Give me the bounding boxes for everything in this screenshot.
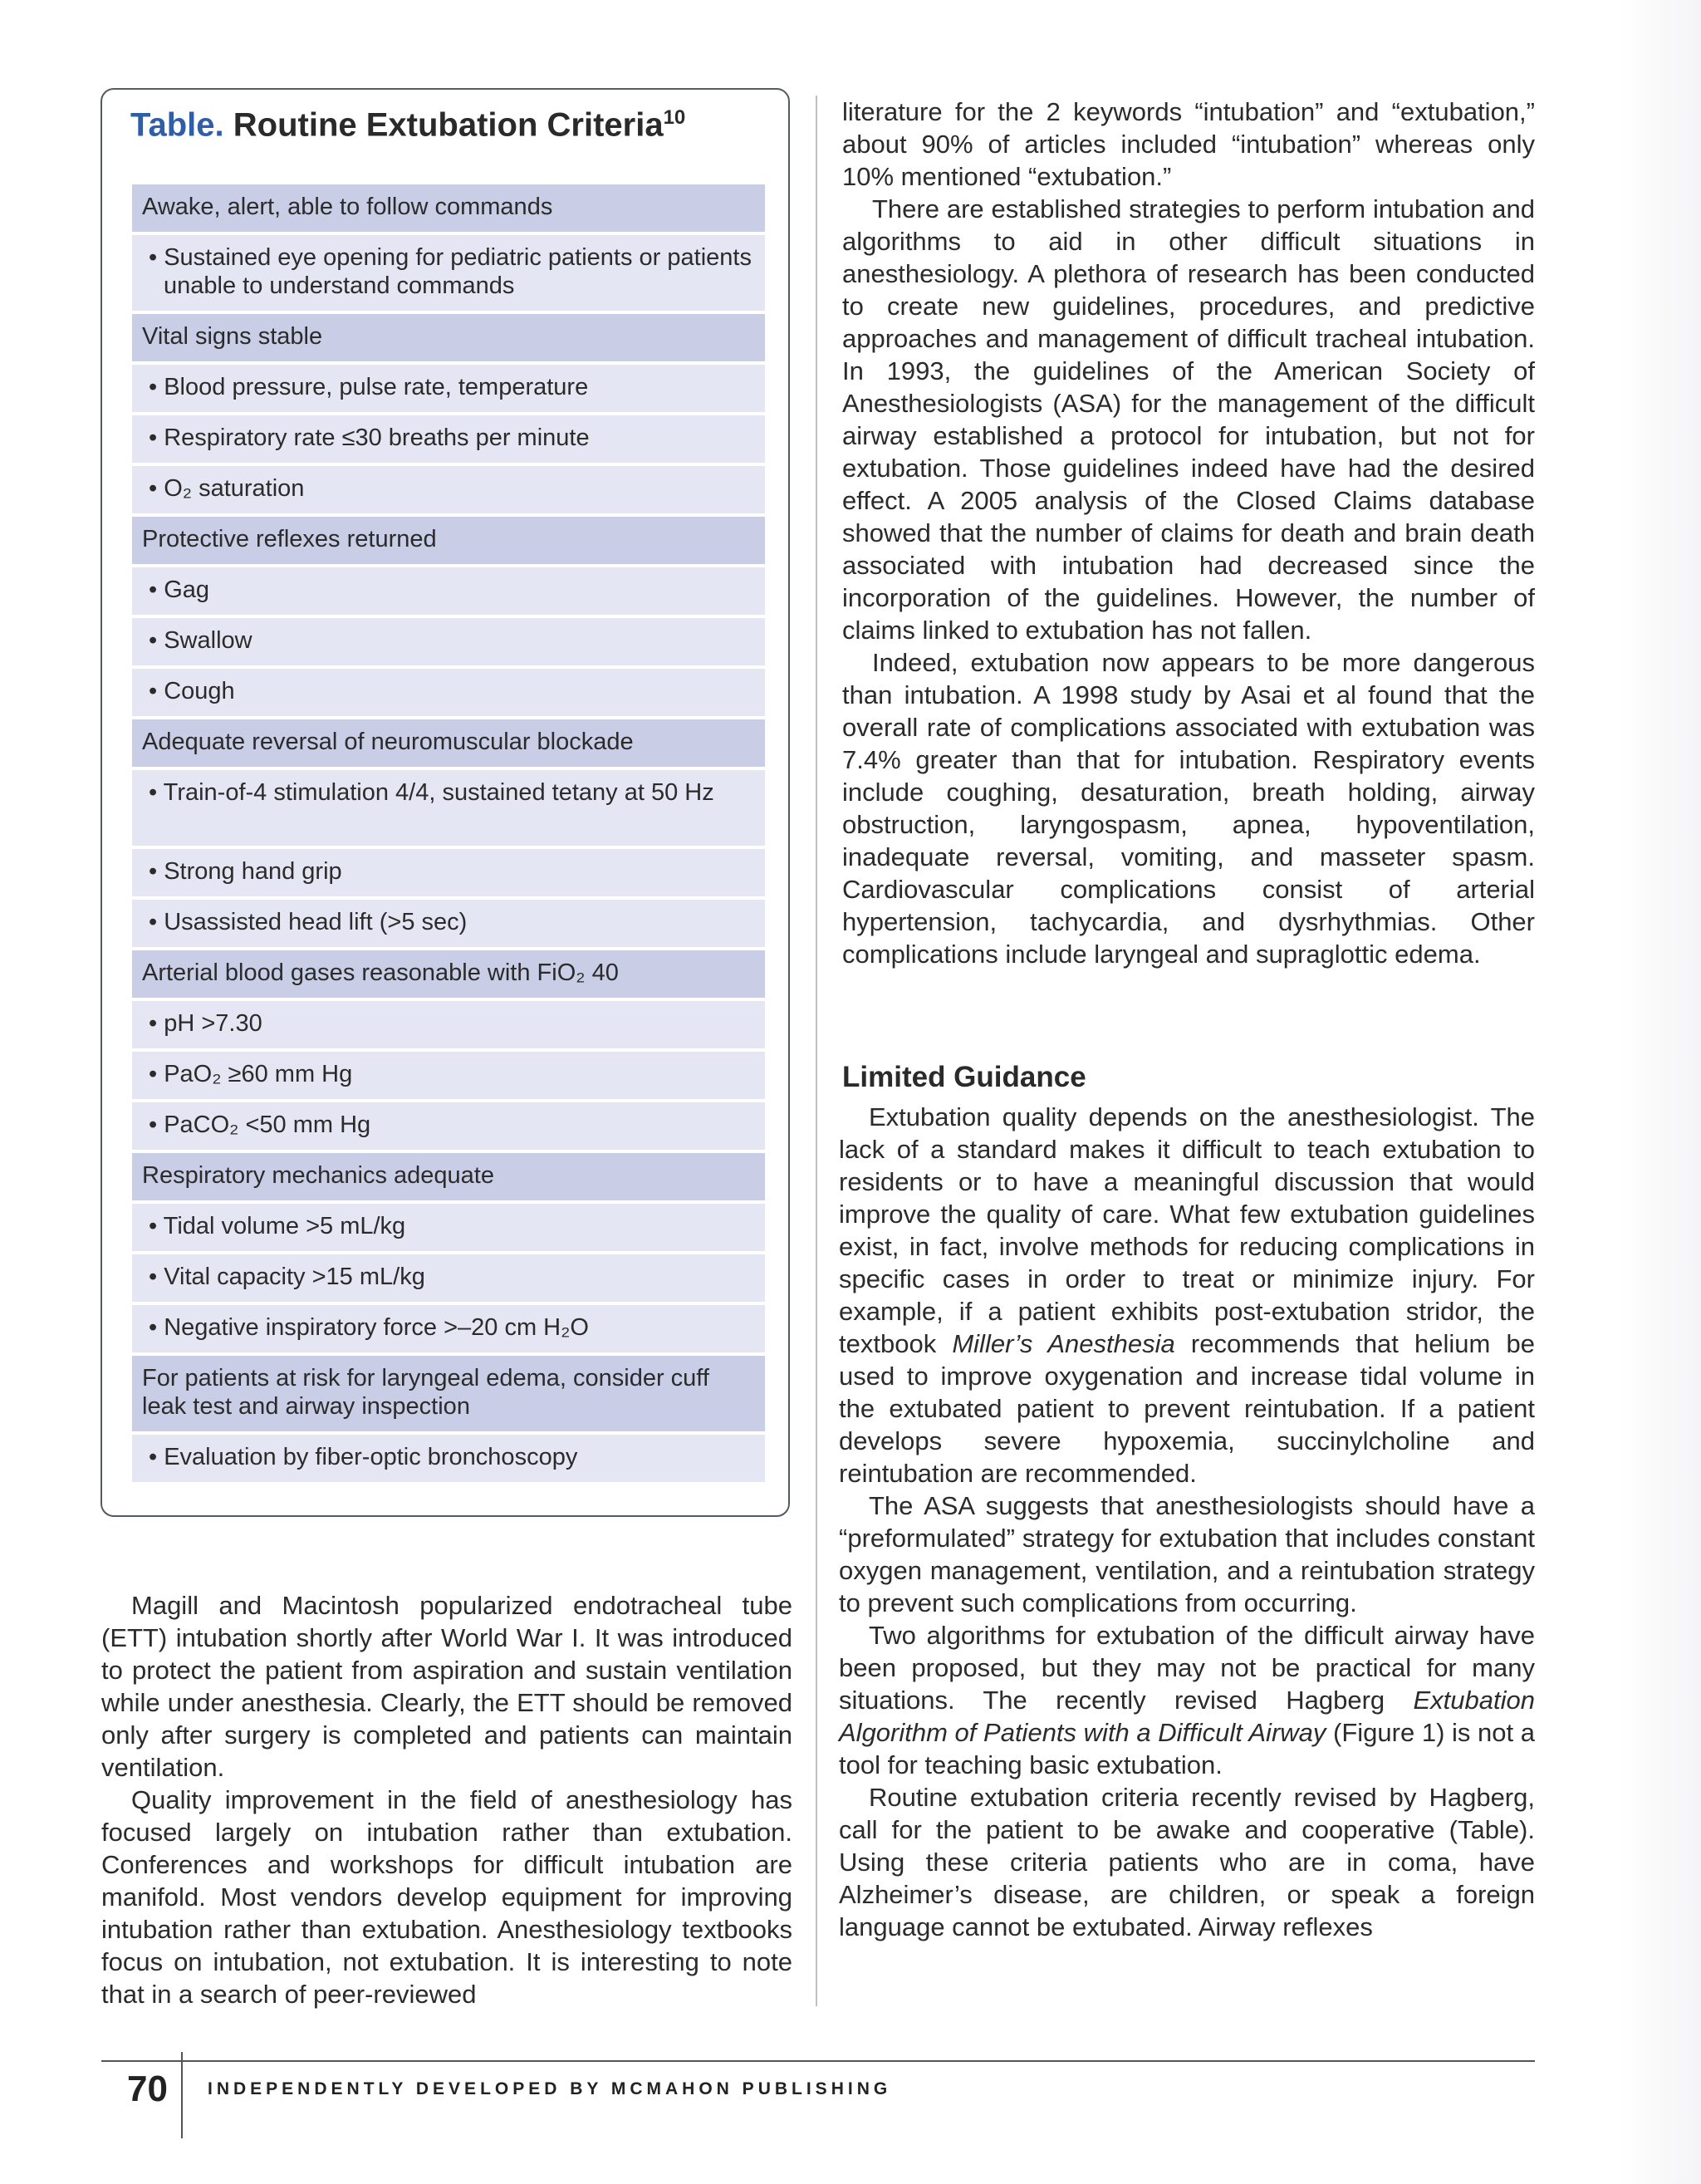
paragraph [839,1101,1535,1490]
extubation-criteria-table [100,88,790,1517]
table-row-header: Respiratory mechanics adequate [132,1153,765,1200]
publisher-credit: INDEPENDENTLY DEVELOPED BY MCMAHON PUBLISHING [208,2079,892,2098]
table-row-item: • PaO₂ ≥60 mm Hg [132,1052,765,1099]
right-column-text-bottom [839,1101,1535,1943]
table-reference: 10 [663,106,686,129]
table-row-item: • PaCO₂ <50 mm Hg [132,1102,765,1150]
table-row-item: • pH >7.30 [132,1001,765,1048]
footer-vertical-rule [181,2052,183,2138]
table-row-header: For patients at risk for laryngeal edema, consider cuff leak test and airway inspection [132,1356,765,1431]
table-row-item: • Usassisted head lift (>5 sec) [132,900,765,947]
paragraph: Routine extubation criteria recently revised by Hagberg, call for the patient to be awake and cooperative (Table). Using these criteria patients who are in coma, have Alzheimer’s disease, are children, or speak a foreign language cannot be extubated. Airway reflexes [839,1783,1535,1941]
table-row-item: • Respiratory rate ≤30 breaths per minute [132,415,765,463]
table-row-item: • O₂ saturation [132,466,765,513]
page-edge-shading [1618,0,1701,2184]
right-column-text-top [842,96,1535,970]
table-label: Table. [130,106,224,144]
paragraph: There are established strategies to perform intubation and algorithms to aid in other difficult situations in anesthesiology. A plethora of research has been conducted to create new guidelines, procedures, and predictive approaches and management of difficult tracheal intubation. In 1993, the guidelines of the American Society of Anesthesiologists (ASA) for the management of the difficult airway established a protocol for intubation, but not for extubation. Those guidelines indeed have had the desired effect. A 2005 analysis of the Closed Claims database showed that the number of claims for death and brain death associated with intubation had decreased since the incorporation of the guidelines. However, the number of claims linked to extubation has not fallen. [842,194,1535,645]
paragraph: Magill and Macintosh popularized endotracheal tube (ETT) intubation shortly after World War I. It was introduced to protect the patient from aspiration and sustain ventilation while under anesthesia. Clearly, the ETT should be removed only after surgery is completed and patients can maintain ventilation. [101,1591,792,1782]
table-title [130,106,685,144]
table-row-header: Arterial blood gases reasonable with FiO₂ 40 [132,950,765,998]
paragraph: literature for the 2 keywords “intubation” and “extubation,” about 90% of articles included “intubation” whereas only 10% mentioned “extubation.” [842,97,1535,191]
left-column-text [101,1589,792,2010]
table-row-item: • Negative inspiratory force >–20 cm H₂O [132,1305,765,1352]
paragraph: The ASA suggests that anesthesiologists should have a “preformulated” strategy for extubation that includes constant oxygen management, ventilation, and a reintubation strategy to prevent such complications from occurring. [839,1491,1535,1617]
table-row-item: • Blood pressure, pulse rate, temperature [132,365,765,412]
text-run: recommends that helium be used to improve oxygenation and increase tidal volume in the extubated patient to prevent reintubation. If a patient develops severe hypoxemia, succinylcholine and reintubation are recommended. [839,1329,1535,1488]
table-row-item: • Evaluation by fiber-optic bronchoscopy [132,1435,765,1482]
column-divider [816,96,817,2006]
section-heading: Limited Guidance [842,1061,1086,1093]
paragraph: Quality improvement in the field of anesthesiology has focused largely on intubation rather than extubation. Conferences and workshops for difficult intubation are manifold. Most vendors develop equipment for improving intubation rather than extubation. Anesthesiology textbooks focus on intubation, not extubation. It is interesting to note that in a search of peer-reviewed [101,1785,792,2009]
text-run: (Figure 1) is not a tool for teaching basic extubation. [839,1718,1535,1779]
table-row-header: Vital signs stable [132,314,765,361]
book-title: Miller’s Anesthesia [952,1329,1175,1358]
table-row-item: • Cough [132,669,765,716]
table-rows [132,184,765,1485]
table-title-text: Routine Extubation Criteria [233,106,664,144]
table-row-header: Awake, alert, able to follow commands [132,184,765,232]
footer-rule [101,2060,1535,2062]
table-row-item: • Strong hand grip [132,849,765,896]
table-row-item: • Sustained eye opening for pediatric patients or patients unable to understand commands [132,235,765,311]
table-row-item: • Swallow [132,618,765,665]
text-run: Two algorithms for extubation of the difficult airway have been proposed, but they may not be practical for many situations. The recently revised Hagberg [839,1621,1535,1715]
table-row-item: • Vital capacity >15 mL/kg [132,1254,765,1302]
table-row-item: • Tidal volume >5 mL/kg [132,1204,765,1251]
paragraph [839,1619,1535,1781]
table-row-header: Adequate reversal of neuromuscular blockade [132,719,765,767]
table-row-item: • Train-of-4 stimulation 4/4, sustained tetany at 50 Hz [132,770,765,846]
table-row-item: • Gag [132,567,765,615]
table-row-header: Protective reflexes returned [132,517,765,564]
paragraph: Indeed, extubation now appears to be more dangerous than intubation. A 1998 study by Asai et al found that the overall rate of complications associated with extubation was 7.4% greater than that for intubation. Respiratory events include coughing, desaturation, breath holding, airway obstruction, laryngospasm, apnea, hypoventilation, inadequate reversal, vomiting, and masseter spasm. Cardiovascular complications consist of arterial hypertension, tachycardia, and dysrhythmias. Other complications include laryngeal and supraglottic edema. [842,648,1535,969]
algorithm-title: Extubation Algorithm of Patients with a Difficult Airway [839,1686,1535,1747]
text-run: Extubation quality depends on the anesthesiologist. The lack of a standard makes it difficult to teach extubation to residents or to have a meaningful discussion that would improve the quality of care. What few extubation guidelines exist, in fact, involve methods for reducing complications in specific cases in order to treat or minimize injury. For example, if a patient exhibits post-extubation stridor, the textbook [839,1102,1535,1358]
page-number: 70 [127,2069,168,2109]
